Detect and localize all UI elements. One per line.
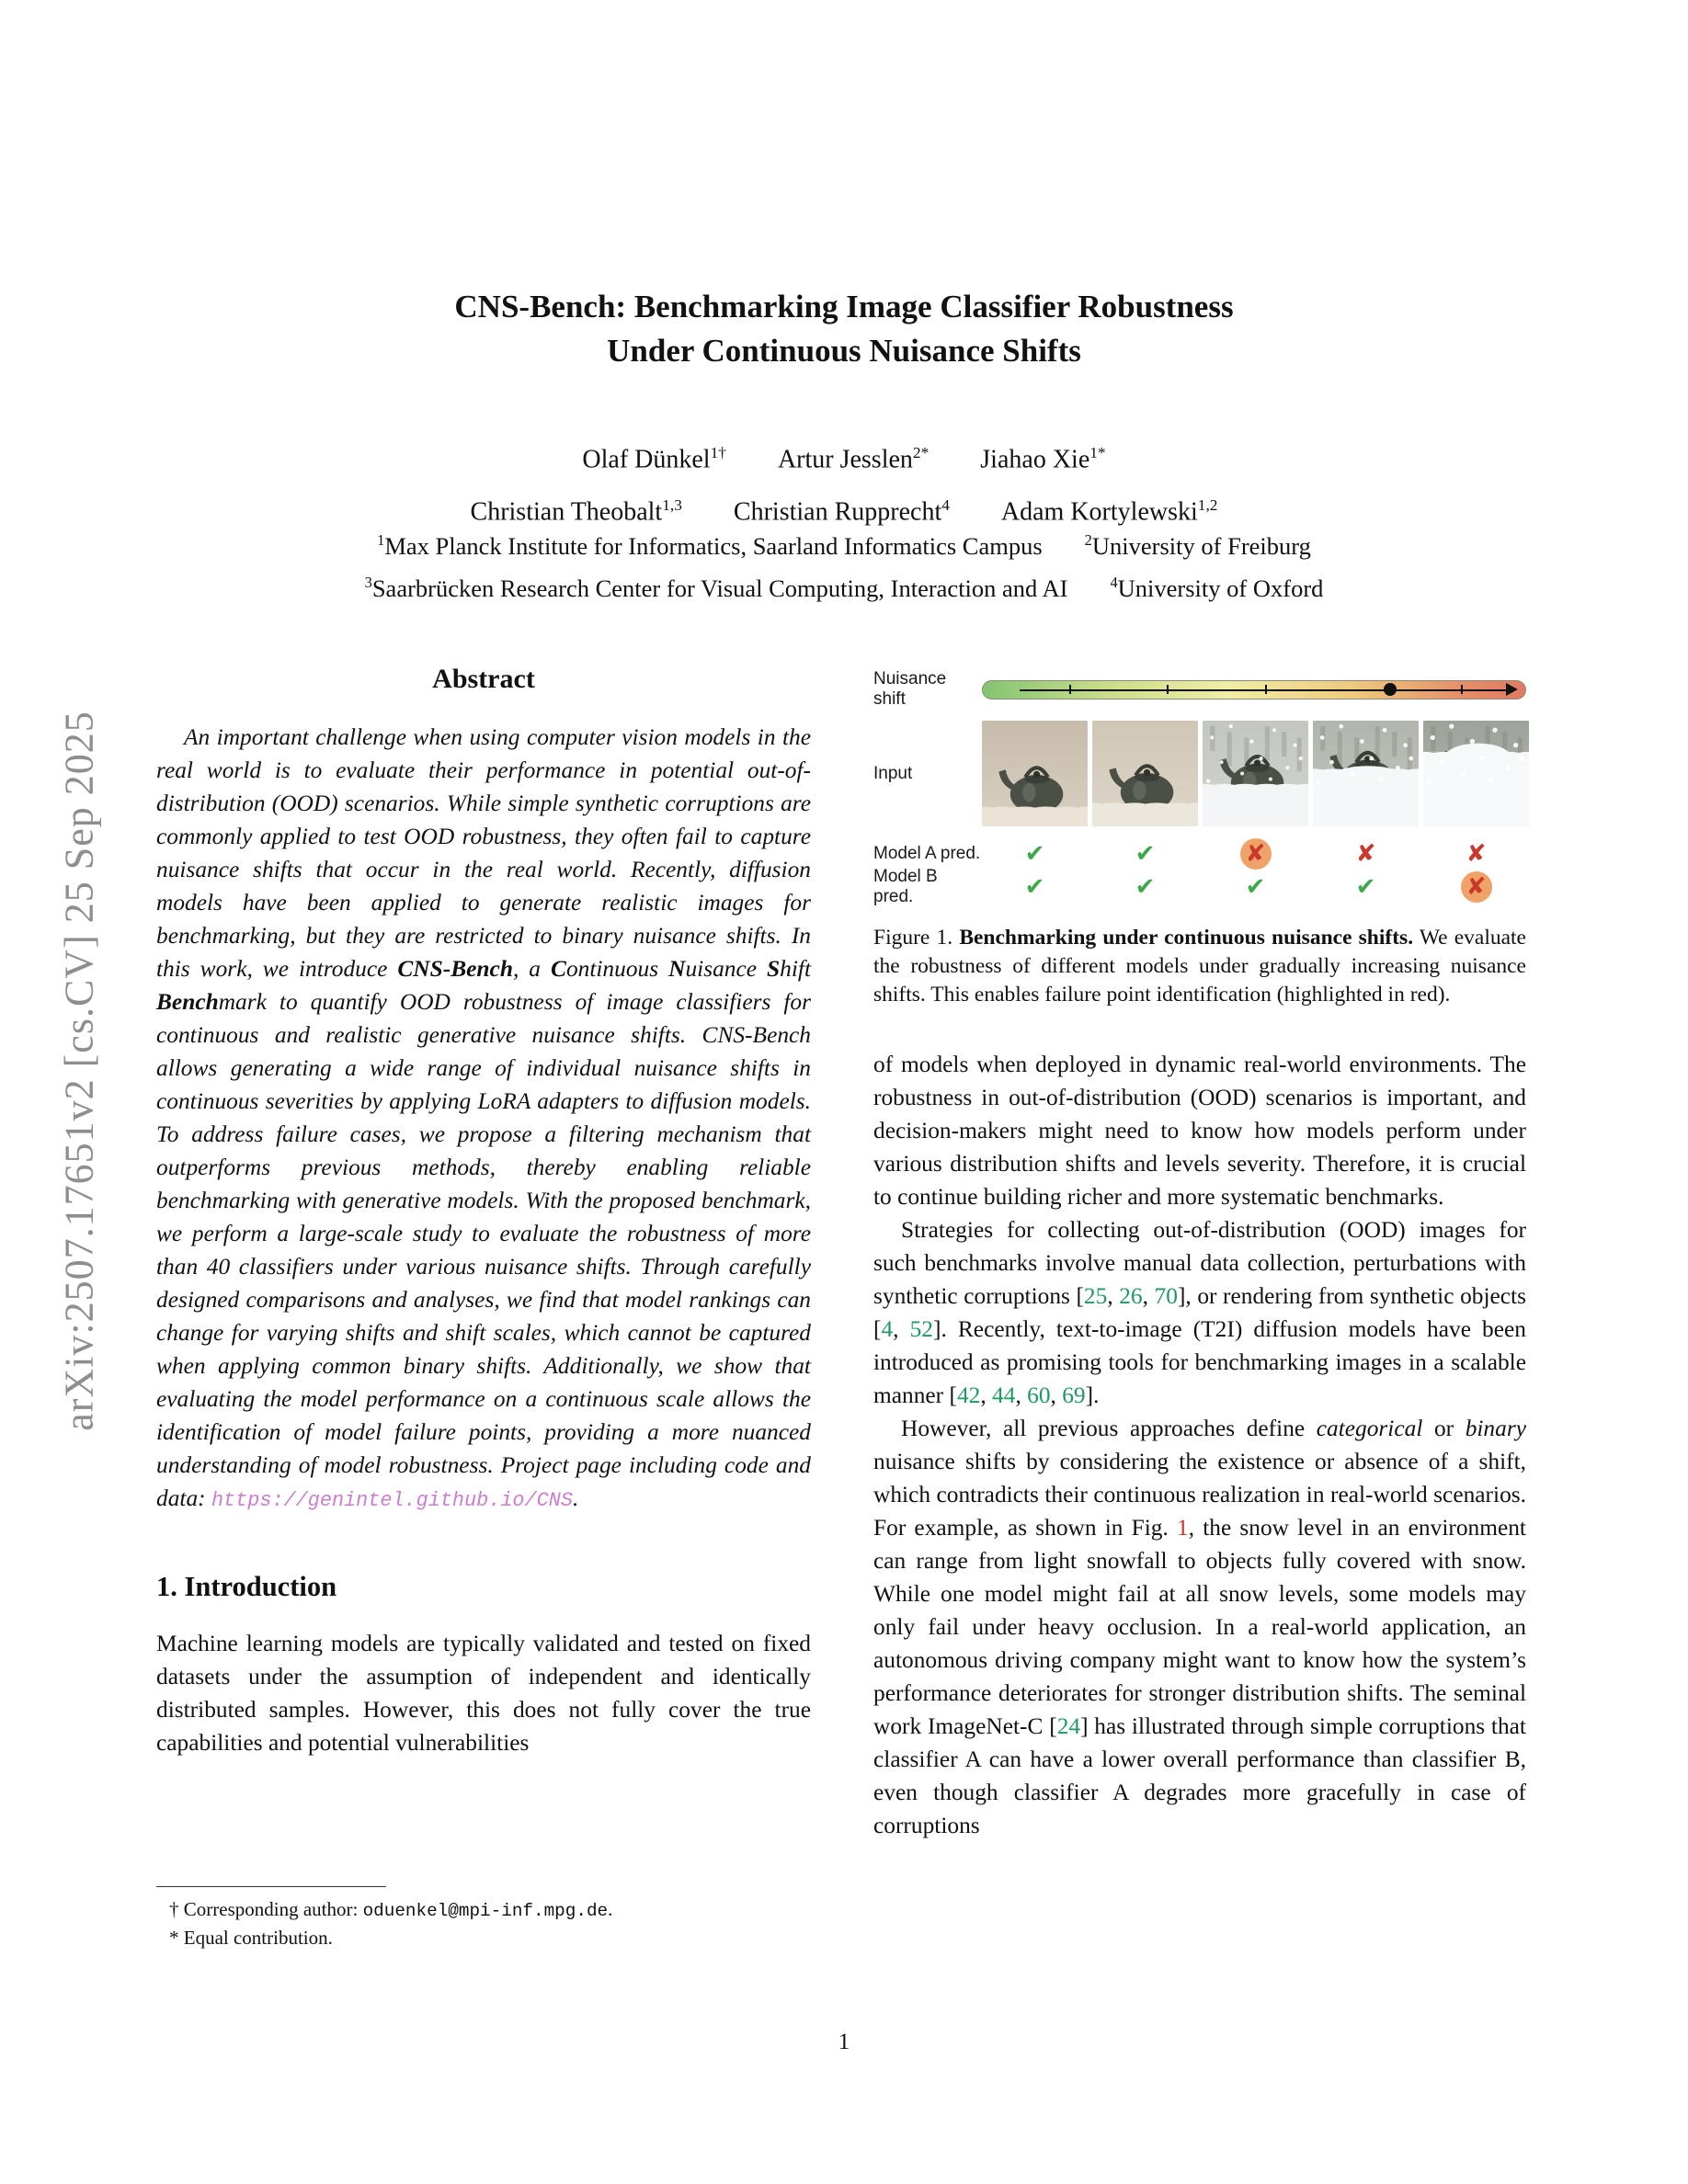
author-name: Christian Theobalt$^{1,3}$ (470, 496, 682, 527)
text-segment: ]. (1085, 1382, 1100, 1408)
citation-link[interactable]: 42 (956, 1382, 981, 1408)
input-label: Input (873, 763, 913, 783)
check-icon: ✔ (1135, 873, 1156, 901)
check-icon: ✔ (1024, 873, 1045, 901)
citation-link[interactable]: 52 (909, 1316, 933, 1342)
right-column (873, 669, 1526, 1842)
text-segment: , (1015, 1382, 1028, 1408)
mark-cell (1313, 838, 1419, 870)
severity-axis-line (1020, 689, 1507, 691)
text-segment: uisance (685, 956, 768, 982)
cross-fail-icon: ✘ (1461, 871, 1492, 903)
check-icon: ✔ (1355, 873, 1376, 901)
input-images (982, 721, 1529, 826)
title-line1: CNS-Bench: Benchmarking Image Classifier Robustness (454, 289, 1234, 324)
figure-1 (873, 669, 1526, 904)
citation-link[interactable]: 25 (1083, 1283, 1108, 1309)
input-row (873, 721, 1526, 826)
text-segment: However, all previous approaches define (901, 1416, 1317, 1441)
citation-link[interactable]: 69 (1062, 1382, 1086, 1408)
abstract-heading: Abstract (432, 664, 535, 694)
mark-cell (1092, 871, 1198, 903)
text-segment: ]. Recently, text-to-image (T2I) diffusion models have been introduced as promising tools for benchmarking images in a scalable manner [ (873, 1316, 1526, 1408)
text-segment: Benchmarking under continuous nuisance shifts. (959, 926, 1414, 950)
text-segment: mark to quantify OOD robustness of image classifiers for continuous and realistic generative nuisance shifts. CNS-Bench allows generating a wide range of individual nuisance shifts in continuous severities by applying LoRA adapters to diffusion models. To address failure cases, we propose a filtering mechanism that outperforms previous methods, thereby enabling reliable benchmarking with generative models. With the proposed benchmark, we perform a large-scale study to evaluate the robustness of more than 40 classifiers under various nuisance shifts. Through carefully designed comparisons and analyses, we find that model rankings can change for varying shifts and shift scales, which cannot be captured when applying common binary shifts. Additionally, we show that evaluating the model performance on a continuous scale allows the identification of model failure points, providing a more nuanced understanding of model robustness. Project page including code and data: (156, 989, 811, 1511)
nuisance-shift-label: Nuisance shift (873, 669, 947, 709)
text-segment: † Corresponding author: (169, 1898, 363, 1920)
pred-row-label: Model B pred. (873, 867, 938, 906)
author-name: Adam Kortylewski$^{1,2}$ (1000, 496, 1218, 527)
arxiv-stamp: arXiv:2507.17651v2 [cs.CV] 25 Sep 2025 (56, 711, 102, 1431)
affiliation: $^3$Saarbrücken Research Center for Visual Computing, Interaction and AI (364, 573, 1068, 602)
footnote-rule (156, 1886, 386, 1887)
text-segment: Bench (156, 989, 219, 1015)
figure-input-image-kettle-heavy-snow (1313, 721, 1419, 826)
footnote-corresponding-author (156, 1896, 811, 1925)
mark-cell (1092, 838, 1198, 870)
affiliations-block (0, 522, 1688, 607)
mark-cell (1203, 871, 1308, 903)
body-paragraph (873, 1412, 1526, 1842)
text-segment: , (1142, 1283, 1155, 1309)
footnote-equal-contribution (156, 1925, 811, 1951)
citation-link[interactable]: 26 (1119, 1283, 1143, 1309)
check-icon: ✔ (1024, 840, 1045, 868)
text-segment: nuisance shifts by considering the existence or absence of a shift, which contradicts their continuous realization in real-world scenarios. For example, as shown in Fig. (873, 1449, 1526, 1541)
body-paragraph (873, 1213, 1526, 1412)
nuisance-shift-row (873, 669, 1526, 710)
text-segment: N (668, 956, 686, 982)
authors-block (0, 430, 1688, 536)
citation-link[interactable]: 70 (1154, 1283, 1178, 1309)
affiliation: $^4$University of Oxford (1110, 573, 1324, 602)
citation-link[interactable]: 24 (1056, 1713, 1081, 1739)
prediction-row (873, 837, 1526, 870)
text-segment: We evaluate the robustness of different models under gradually increasing nuisance shifts. This enables failure point identification (highlighted in red). (873, 926, 1526, 1007)
text-segment: ontinuous (565, 956, 669, 982)
mark-cell (982, 838, 1088, 870)
text-segment: Figure 1. (873, 926, 960, 950)
intro-paragraph (156, 1627, 811, 1759)
axis-tick (1265, 685, 1267, 694)
text-segment: * Equal contribution. (169, 1927, 333, 1949)
cross-fail-icon: ✘ (1240, 838, 1272, 870)
citation-link[interactable]: 44 (992, 1382, 1016, 1408)
figure-input-image-kettle-moderate-snow (1203, 721, 1308, 826)
cross-icon: ✘ (1466, 840, 1487, 868)
text-segment: ], or rendering from synthetic objects [ (873, 1283, 1526, 1342)
author-name: Christian Rupprecht$^4$ (733, 496, 950, 527)
pred-row-label: Model A pred. (873, 844, 981, 863)
check-icon: ✔ (1245, 873, 1266, 901)
figure-input-image-kettle-no-snow (982, 721, 1088, 826)
author-name: Olaf Dünkel$^{1\dagger}$ (582, 444, 726, 474)
figure-input-image-kettle-light-snow (1092, 721, 1198, 826)
project-url-link[interactable]: https://genintel.github.io/CNS (211, 1489, 573, 1512)
text-segment: C (551, 956, 566, 982)
pred-marks (982, 838, 1529, 870)
text-segment: Machine learning models are typically validated and tested on fixed datasets under the assumption of independent and identically distributed samples. However, this does not fully cover the true capabilities and potential vulnerabilities (156, 1631, 811, 1756)
body-paragraph (873, 1048, 1526, 1213)
text-segment: ] has illustrated through simple corruptions that classifier A can have a lower overall performance than classifier B, even though classifier A degrades more gracefully in case of corruptions (873, 1713, 1526, 1838)
text-segment: CNS-Bench (397, 956, 513, 982)
affiliations-row-2 (0, 564, 1688, 607)
mark-cell (1423, 838, 1529, 870)
abstract-text (156, 721, 811, 1518)
mark-cell (1203, 838, 1308, 870)
title-line2: Under Continuous Nuisance Shifts (607, 333, 1081, 369)
mark-cell (1423, 871, 1529, 903)
mark-cell (982, 871, 1088, 903)
text-segment: S (767, 956, 781, 982)
arrow-icon (1506, 683, 1518, 696)
author-name: Artur Jesslen$^{2*}$ (777, 444, 930, 474)
check-icon: ✔ (1135, 840, 1156, 868)
text-segment: categorical (1316, 1416, 1423, 1441)
prediction-rows (873, 837, 1526, 904)
prediction-row (873, 867, 1526, 906)
text-segment: binary (1465, 1416, 1526, 1441)
text-segment: . (608, 1898, 613, 1920)
citation-link[interactable]: 60 (1027, 1382, 1051, 1408)
section-heading-introduction: 1. Introduction (156, 1571, 337, 1602)
affiliation: $^2$University of Freiburg (1084, 531, 1311, 560)
text-segment: oduenkel@mpi-inf.mpg.de (362, 1901, 609, 1921)
text-segment: , the snow level in an environment can range from light snowfall to objects fully covered with snow. While one model might fail at all snow levels, some models may only fail under heavy occlusion. In a real-world application, an autonomous driving company might want to know how the system’s performance deteriorates for stronger distribution shifts. The seminal work ImageNet-C [ (873, 1515, 1526, 1739)
author-name: Jiahao Xie$^{1*}$ (980, 444, 1106, 474)
text-segment: , (893, 1316, 910, 1342)
text-segment: of models when deployed in dynamic real-world environments. The robustness in out-of-distribution (OOD) scenarios is important, and decision-makers might need to know how models perform under various distribution shifts and levels severity. Therefore, it is crucial to continue building richer and more systematic benchmarks. (873, 1052, 1526, 1210)
text-segment: hift (780, 956, 811, 982)
text-segment: or (1422, 1416, 1466, 1441)
text-segment: . (572, 1485, 579, 1511)
nuisance-gradient-bar (982, 680, 1526, 700)
text-segment: , a (512, 956, 551, 982)
severity-marker-dot (1384, 683, 1397, 696)
authors-row-1 (0, 430, 1688, 483)
figure-ref-link[interactable]: 1 (1176, 1515, 1189, 1541)
axis-tick (1461, 685, 1463, 694)
text-segment: An important challenge when using computer vision models in the real world is to evaluate their performance in potential out-of-distribution (OOD) scenarios. While simple synthetic corruptions are commonly applied to test OOD robustness, they often fail to capture nuisance shifts that occur in the real world. Recently, diffusion models have been applied to generate realistic images for benchmarking, but they are restricted to binary nuisance shifts. In this work, we introduce (156, 724, 811, 982)
page-number: 1 (838, 2030, 850, 2054)
affiliations-row-1 (0, 522, 1688, 564)
axis-tick (1167, 685, 1169, 694)
axis-tick (1069, 685, 1071, 694)
mark-cell (1313, 871, 1419, 903)
citation-link[interactable]: 4 (881, 1316, 894, 1342)
affiliation: $^1$Max Planck Institute for Informatics, Saarland Informatics Campus (377, 531, 1043, 560)
left-column (156, 664, 811, 1759)
figure-input-image-kettle-buried-snow (1423, 721, 1529, 826)
text-segment: , (1050, 1382, 1063, 1408)
text-segment: , (980, 1382, 993, 1408)
body-paragraphs (873, 1048, 1526, 1842)
text-segment: , (1107, 1283, 1120, 1309)
figure-caption (873, 924, 1526, 1009)
cross-icon: ✘ (1355, 840, 1376, 868)
text-segment: Strategies for collecting out-of-distribution (OOD) images for such benchmarks involve manual data collection, perturbations with synthetic corruptions [ (873, 1217, 1526, 1309)
pred-marks (982, 871, 1529, 903)
paper-title (0, 285, 1688, 373)
footnotes (156, 1886, 811, 1951)
